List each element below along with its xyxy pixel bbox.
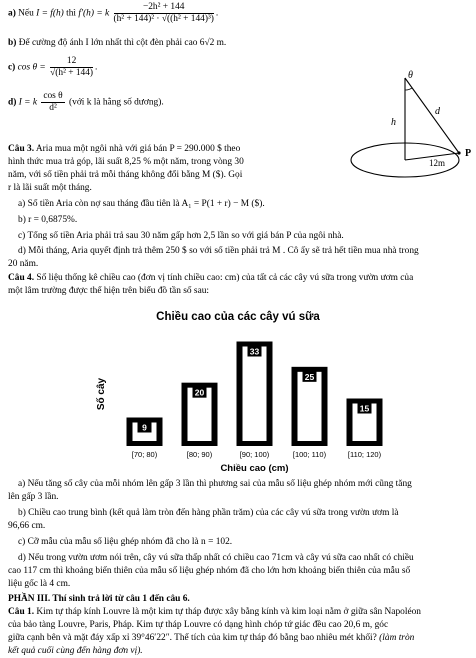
x-tick-label: [80; 90) (186, 450, 213, 459)
radius-label: 12m (429, 158, 446, 168)
x-axis-label: Chiều cao (cm) (220, 463, 289, 474)
q3-item-a: a) Số tiền Aria còn nợ sau tháng đầu tiên là A₁ = P(1 + r) − M ($). (18, 199, 265, 209)
height-bar-chart (92, 324, 392, 474)
part3-q1-line-2: của bảo tàng Louvre, Paris, Pháp. Kim tự tháp Louvre có dạng hình chóp tứ giác đều cao 20,6 m, góc (8, 620, 389, 630)
q4-item-d-line-2: cao 117 cm thì khoảng biến thiên của mẫu số liệu ghép nhóm đã cho lớn hơn khoảng biến thiên của mẫu số (8, 566, 411, 576)
data-label: 15 (359, 403, 370, 414)
theta-label: θ (408, 70, 413, 81)
part3-q1-line-4: kết quả cuối cùng đến hàng đơn vị). (8, 646, 143, 656)
q2-item-d: d) I = k $\frac{\text{cos θ}}{\text{d²}}$ (với k là hằng số dương). (8, 91, 164, 113)
bar-inner (243, 347, 267, 442)
q4-line-2: một lâm trường được thể hiện trên biểu đồ tần số sau: (8, 286, 210, 296)
part3-q1-line-1: Câu 1. Kim tự tháp kính Louvre là một kim tự tháp được xây bằng kính và kim loại nằm ở giữa sân Napoléon (8, 607, 421, 617)
q4-line-1: Câu 4. Số liệu thống kê chiều cao (đơn vị tính chiều cao: cm) của tất cả các cây vú sữa trong vườn ươm của (8, 273, 414, 283)
y-axis-label: Số cây (96, 377, 107, 411)
part3-heading: PHẦN III. Thí sinh trả lời từ câu 1 đến câu 6. (8, 594, 190, 604)
lamp-diagram (355, 70, 473, 200)
q4-item-b-line-1: b) Chiều cao trung bình (kết quả làm tròn đến hàng phần trăm) của các cây vú sữa trong vườn ươm là (18, 508, 399, 518)
p-label: P (465, 148, 472, 159)
h-label: h (391, 117, 396, 128)
q3-item-d-line-1: d) Mỗi tháng, Aria quyết định trả thêm 250 $ so với số tiền phải trả M . Cô ấy sẽ trả hết tiền mua nhà trong (18, 246, 419, 256)
q2-item-c: c) cos θ = $\frac{12}{\text{√(h² + 144)}}$ . (8, 56, 98, 78)
chart-title: Chiều cao của các cây vú sữa (156, 311, 320, 323)
q3-item-d-line-2: 20 năm. (8, 259, 39, 269)
part3-q1-line-3: giữa cạnh bên và mặt đáy xấp xỉ 39°46′22″. Thể tích của kim tự tháp đó bằng bao nhiêu mét khối? (làm tròn (8, 633, 415, 643)
data-label: 20 (194, 387, 205, 398)
q4-item-b-line-2: 96,66 cm. (8, 521, 46, 531)
q2-item-b: b) Để cường độ ánh I lớn nhất thì cột đèn phải cao 6√2 m. (8, 38, 227, 48)
q4-item-d-line-1: d) Nếu trong vườn ươm nói trên, cây vú sữa thấp nhất có chiều cao 71cm và cây vú sữa cao nhất có chiều (18, 553, 414, 563)
q4-item-a-line-1: a) Nếu tăng số cây của mỗi nhóm lên gấp 3 lần thì phương sai của mẫu số liệu ghép nhóm mới cũng tăng (18, 479, 412, 489)
bar-inner (298, 372, 322, 441)
q4-item-d-line-3: liệu gốc là 4 cm. (8, 579, 71, 589)
q3-line-2: hình thức mua trả góp, lãi suất 8,25 % một năm, trong vòng 30 (8, 157, 244, 167)
x-tick-label: [70; 80) (131, 450, 158, 459)
q3-item-b: b) r = 0,6875%. (18, 215, 78, 225)
d-label: d (435, 106, 440, 117)
q4-item-a-line-2: lên gấp 3 lần. (8, 492, 59, 502)
q2-item-a: a) Nếu I = f(h) thì f′(h) = k $\frac{\text{−2h² + 144}}{\text{(h² + 144)² · √((h² + 144)³)}}$ . (8, 2, 219, 24)
x-tick-label: [90; 100) (239, 450, 270, 459)
data-label: 33 (249, 346, 260, 357)
data-label: 9 (142, 422, 147, 433)
q3-line-4: r là lãi suất một tháng. (8, 183, 92, 193)
x-tick-label: [100; 110) (292, 450, 327, 459)
q3-item-c: c) Tổng số tiền Aria phải trả sau 30 năm gấp hơn 2,5 lần so với giá bán P của ngôi nhà. (18, 231, 344, 241)
q3-line-3: năm, với số tiền phải trả mỗi tháng không đổi bằng M ($). Gọi (8, 170, 243, 180)
x-tick-label: [110; 120) (347, 450, 382, 459)
q3-line-1: Câu 3. Aria mua một ngôi nhà với giá bán P = 290.000 $ theo (8, 144, 241, 154)
data-label: 25 (304, 371, 315, 382)
q4-item-c: c) Cỡ mẫu của mẫu số liệu ghép nhóm đã cho là n = 102. (18, 537, 233, 547)
